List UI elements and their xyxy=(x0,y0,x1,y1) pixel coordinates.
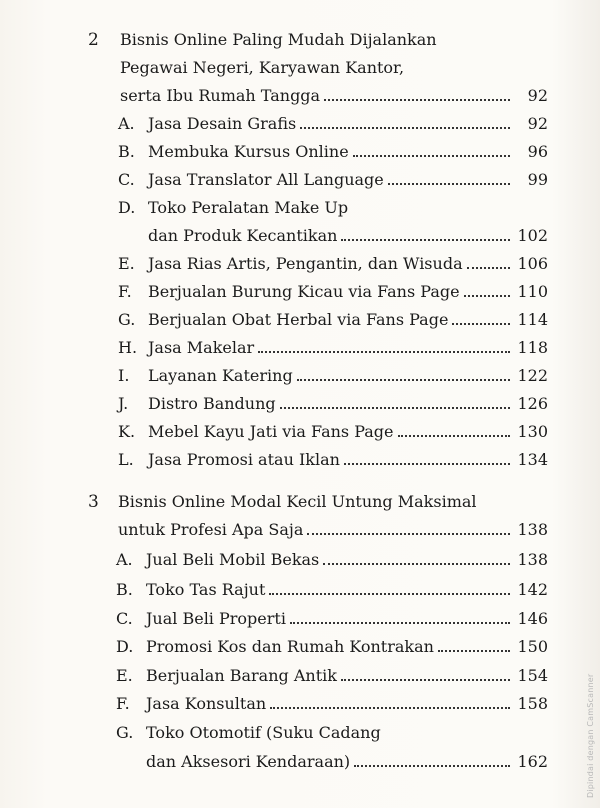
dot-leader xyxy=(269,593,510,595)
toc-item xyxy=(118,394,548,414)
dot-leader xyxy=(398,435,510,437)
dot-leader xyxy=(353,155,510,157)
page-number: 154 xyxy=(517,666,548,685)
chapter-title-line: Bisnis Online Paling Mudah Dijalankan xyxy=(120,30,437,49)
item-letter: A. xyxy=(118,114,135,133)
toc-item-continuation xyxy=(148,226,548,246)
dot-leader xyxy=(324,99,510,101)
item-text: Jual Beli Properti xyxy=(146,609,286,628)
page-number: 138 xyxy=(517,520,548,539)
dot-leader xyxy=(467,267,510,269)
dot-leader xyxy=(297,379,510,381)
dot-leader xyxy=(452,323,510,325)
toc-item xyxy=(118,170,548,190)
dot-leader xyxy=(270,707,510,709)
chapter-number: 3 xyxy=(88,492,99,512)
item-letter: L. xyxy=(118,450,134,469)
item-letter: F. xyxy=(116,694,130,713)
chapter-title-line: Pegawai Negeri, Karyawan Kantor, xyxy=(120,58,405,77)
page-number: 92 xyxy=(527,86,548,105)
item-letter: J. xyxy=(118,394,129,413)
item-letter: H. xyxy=(118,338,138,357)
item-text: Toko Otomotif (Suku Cadang xyxy=(146,723,381,742)
item-letter: E. xyxy=(116,666,133,685)
item-letter: E. xyxy=(118,254,135,273)
item-letter: D. xyxy=(116,637,134,656)
page-number: 126 xyxy=(517,394,548,413)
page-number: 110 xyxy=(517,282,548,301)
item-text: Toko Peralatan Make Up xyxy=(148,198,349,217)
toc-item xyxy=(116,580,548,600)
item-text: Berjualan Burung Kicau via Fans Page xyxy=(148,282,460,301)
item-text: Promosi Kos dan Rumah Kontrakan xyxy=(146,637,434,656)
toc-item xyxy=(116,723,548,743)
dot-leader xyxy=(354,765,510,767)
dot-leader xyxy=(258,351,510,353)
dot-leader xyxy=(280,407,510,409)
toc-item xyxy=(118,142,548,162)
toc-item xyxy=(118,338,548,358)
toc-item xyxy=(116,637,548,657)
dot-leader xyxy=(341,239,510,241)
item-letter: A. xyxy=(116,550,133,569)
dot-leader xyxy=(438,650,510,652)
chapter-title-last-line: serta Ibu Rumah Tangga xyxy=(120,86,321,105)
chapter-title-entry xyxy=(120,86,548,106)
chapter-title-line: Bisnis Online Modal Kecil Untung Maksimal xyxy=(118,492,477,511)
item-text: Layanan Katering xyxy=(148,366,293,385)
toc-item xyxy=(116,694,548,714)
item-text: Jasa Promosi atau Iklan xyxy=(148,450,340,469)
toc-item xyxy=(116,550,548,570)
page-number: 142 xyxy=(517,580,548,599)
item-letter: C. xyxy=(118,170,135,189)
item-text: Berjualan Barang Antik xyxy=(146,666,337,685)
page-number: 138 xyxy=(517,550,548,569)
item-text: Jasa Translator All Language xyxy=(148,170,384,189)
chapter-title-last-line: untuk Profesi Apa Saja xyxy=(118,520,304,539)
item-letter: K. xyxy=(118,422,136,441)
toc-item xyxy=(118,450,548,470)
item-text: Jasa Desain Grafis xyxy=(148,114,297,133)
dot-leader xyxy=(307,533,510,535)
page-number: 102 xyxy=(517,226,548,245)
chapter-number: 2 xyxy=(88,30,99,50)
item-letter: B. xyxy=(118,142,135,161)
item-letter: F. xyxy=(118,282,132,301)
page-number: 162 xyxy=(517,752,548,771)
toc-item xyxy=(118,114,548,134)
item-text: dan Aksesori Kendaraan) xyxy=(146,752,351,771)
toc-item xyxy=(118,366,548,386)
dot-leader xyxy=(300,127,510,129)
item-text: Membuka Kursus Online xyxy=(148,142,349,161)
item-text: Jasa Makelar xyxy=(148,338,255,357)
dot-leader xyxy=(341,679,510,681)
toc-item xyxy=(116,609,548,629)
dot-leader xyxy=(344,463,510,465)
dot-leader xyxy=(464,295,510,297)
page-number: 92 xyxy=(527,114,548,133)
toc-item xyxy=(118,310,548,330)
toc-item-continuation xyxy=(146,752,548,772)
page-number: 114 xyxy=(517,310,548,329)
chapter-title-entry xyxy=(118,520,548,540)
item-letter: G. xyxy=(116,723,134,742)
item-text: Distro Bandung xyxy=(148,394,276,413)
item-text: Berjualan Obat Herbal via Fans Page xyxy=(148,310,449,329)
toc-item xyxy=(116,666,548,686)
toc-item xyxy=(118,254,548,274)
scanner-watermark: Dipindai dengan CamScanner xyxy=(586,673,595,798)
page-number: 146 xyxy=(517,609,548,628)
item-letter: C. xyxy=(116,609,133,628)
page-number: 99 xyxy=(527,170,548,189)
page-number: 150 xyxy=(517,637,548,656)
item-text: Jasa Rias Artis, Pengantin, dan Wisuda xyxy=(148,254,463,273)
item-letter: D. xyxy=(118,198,136,217)
dot-leader xyxy=(323,563,510,565)
item-text: dan Produk Kecantikan xyxy=(148,226,338,245)
dot-leader xyxy=(388,183,510,185)
item-letter: B. xyxy=(116,580,133,599)
page-number: 134 xyxy=(517,450,548,469)
page-number: 118 xyxy=(517,338,548,357)
dot-leader xyxy=(290,622,510,624)
item-text: Toko Tas Rajut xyxy=(146,580,266,599)
toc-item xyxy=(118,422,548,442)
page-number: 130 xyxy=(517,422,548,441)
item-text: Jual Beli Mobil Bekas xyxy=(146,550,320,569)
toc-item xyxy=(118,198,548,218)
item-letter: I. xyxy=(118,366,130,385)
item-text: Jasa Konsultan xyxy=(146,694,267,713)
item-text: Mebel Kayu Jati via Fans Page xyxy=(148,422,394,441)
page-number: 158 xyxy=(517,694,548,713)
item-letter: G. xyxy=(118,310,136,329)
page-number: 96 xyxy=(527,142,548,161)
page-number: 106 xyxy=(517,254,548,273)
page-number: 122 xyxy=(517,366,548,385)
toc-item xyxy=(118,282,548,302)
